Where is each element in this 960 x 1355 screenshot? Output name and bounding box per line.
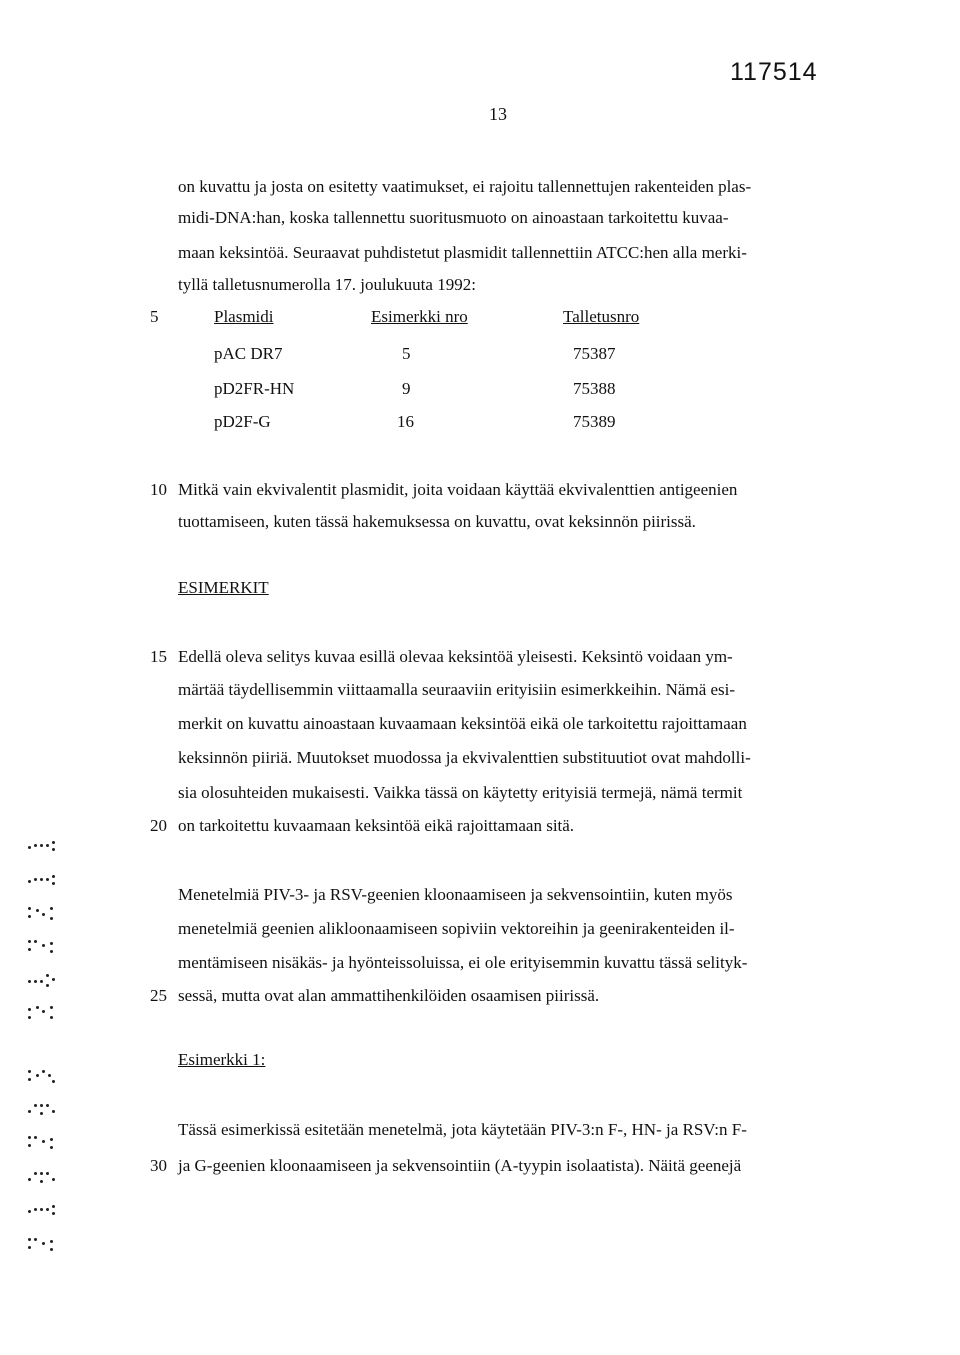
line-number: 30 <box>150 1156 167 1175</box>
paragraph-line: keksinnön piiriä. Muutokset muodossa ja ekvivalenttien substituutiot ovat mahdolli- <box>178 748 751 767</box>
table-cell: pD2FR-HN <box>214 379 295 398</box>
margin-dot-mark <box>28 905 64 921</box>
table-cell: pD2F-G <box>214 412 271 431</box>
line-number: 15 <box>150 647 167 666</box>
margin-dot-mark <box>28 1134 64 1150</box>
paragraph-line: sia olosuhteiden mukaisesti. Vaikka tässä on käytetty erityisiä termejä, nämä termit <box>178 783 743 802</box>
table-cell: 9 <box>402 379 411 398</box>
paragraph-line: on kuvattu ja josta on esitetty vaatimukset, ei rajoitu tallennettujen rakenteiden plas- <box>178 177 752 196</box>
document-number: 117514 <box>730 58 818 86</box>
margin-dot-mark <box>28 872 64 888</box>
paragraph-line: Menetelmiä PIV-3- ja RSV-geenien kloonaamiseen ja sekvensointiin, kuten myös <box>178 885 733 904</box>
table-cell: 75387 <box>573 344 616 363</box>
paragraph-line: on tarkoitettu kuvaamaan keksintöä eikä rajoittamaan sitä. <box>178 816 575 835</box>
paragraph-line: ja G-geenien kloonaamiseen ja sekvensointiin (A-tyypin isolaatista). Näitä geenejä <box>178 1156 742 1175</box>
paragraph-line: mentämiseen nisäkäs- ja hyönteissoluissa, ei ole erityisemmin kuvattu tässä selityk- <box>178 953 748 972</box>
paragraph-line: Edellä oleva selitys kuvaa esillä olevaa keksintöä yleisesti. Keksintö voidaan ym- <box>178 647 733 666</box>
line-number: 10 <box>150 480 167 499</box>
margin-dot-mark <box>28 838 64 854</box>
paragraph-line: merkit on kuvattu ainoastaan kuvaamaan keksintöä eikä ole tarkoitettu rajoittamaan <box>178 714 747 733</box>
margin-dot-mark <box>28 1068 64 1084</box>
table-cell: 75388 <box>573 379 616 398</box>
margin-dot-mark <box>28 1202 64 1218</box>
margin-dot-mark <box>28 1004 64 1020</box>
table-header-deposit: Talletusnro <box>563 307 640 326</box>
table-header-plasmid: Plasmidi <box>214 307 274 326</box>
paragraph-line: tuottamiseen, kuten tässä hakemuksessa on kuvattu, ovat keksinnön piirissä. <box>178 512 696 531</box>
page-number: 13 <box>489 104 507 124</box>
example-heading: Esimerkki 1: <box>178 1050 266 1069</box>
table-cell: 5 <box>402 344 411 363</box>
margin-dot-mark <box>28 972 64 988</box>
table-cell: 75389 <box>573 412 616 431</box>
paragraph-line: märtää täydellisemmin viittaamalla seuraaviin erityisiin esimerkkeihin. Nämä esi- <box>178 680 736 699</box>
paragraph-line: sessä, mutta ovat alan ammattihenkilöiden osaamisen piirissä. <box>178 986 600 1005</box>
paragraph-line: menetelmiä geenien alikloonaamiseen sopiviin vektoreihin ja geenirakenteiden il- <box>178 919 735 938</box>
paragraph-line: maan keksintöä. Seuraavat puhdistetut plasmidit tallennettiin ATCC:hen alla merki- <box>178 243 747 262</box>
margin-dot-mark <box>28 1100 64 1116</box>
line-number: 25 <box>150 986 167 1005</box>
paragraph-line: tyllä talletusnumerolla 17. joulukuuta 1992: <box>178 275 476 294</box>
table-cell: pAC DR7 <box>214 344 283 363</box>
margin-dot-mark <box>28 1168 64 1184</box>
line-number: 5 <box>150 307 159 326</box>
paragraph-line: Mitkä vain ekvivalentit plasmidit, joita voidaan käyttää ekvivalenttien antigeenien <box>178 480 738 499</box>
table-header-example: Esimerkki nro <box>371 307 468 326</box>
paragraph-line: Tässä esimerkissä esitetään menetelmä, jota käytetään PIV-3:n F-, HN- ja RSV:n F- <box>178 1120 747 1139</box>
table-cell: 16 <box>397 412 414 431</box>
margin-dot-mark <box>28 1236 64 1252</box>
paragraph-line: midi-DNA:han, koska tallennettu suoritusmuoto on ainoastaan tarkoitettu kuvaa- <box>178 208 729 227</box>
line-number: 20 <box>150 816 167 835</box>
margin-dot-mark <box>28 938 64 954</box>
section-heading: ESIMERKIT <box>178 578 269 597</box>
